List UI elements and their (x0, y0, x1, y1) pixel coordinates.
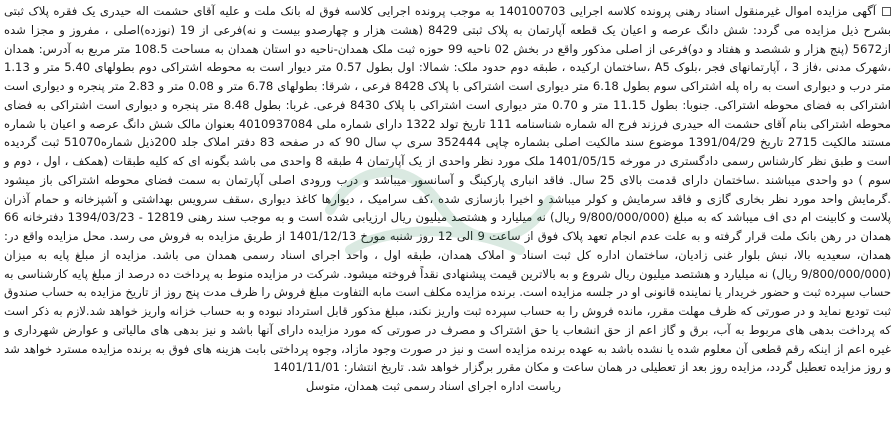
notice-body (4, 2, 891, 377)
notice-body-text: آگهی مزایده اموال غیرمنقول اسناد رهنی پرونده کلاسه اجرایی 140100703 به موجب پرونده اجرایی کلاسه فوق له بانک ملت و علیه آقای حشمت اله حیدری یک فقره پلاک ثبتی بشرح ذیل مزایده می گردد: شش دانگ عرصه و اعیان یک قطعه آپارتمان به پلاک ثبتی 8429 (هشت هزار و چهارصدو بیست و نه)فرعی از 19 (نوزده)اصلی ، مفروز و مجزا شده از5672 (پنج هزار و ششصد و هفتاد و دو)فرعی از اصلی مذکور واقع در بخش 02 ناحیه 99 حوزه ثبت ملک همدان-ناحیه دو استان همدان به مساحت 108.5 متر مربع به آدرس: همدان ،شهرک مدنی ،فاز 3 ، آپارتمانهای فجر ،بلوک A5 ،ساختمان ارکیده ، طبقه دوم حدود ملک: شمالا: اول بطول 0.57 متر دیوار است به محوطه اشتراکی دوم بطولهای 5.40 متر و 1.13 متر درب و دیواری است به راه پله اشتراکی سوم بطول 6.18 متر دیواری است اشتراکی با پلاک 8428 فرعی ، شرقا: بطولهای 6.78 متر و 0.08 متر و 2.83 متر پنجره و دیواری است اشتراکی به فضای محوطه اشتراکی. جنوبا: بطول 11.15 متر و 0.70 متر دیواری است اشتراکی با پلاک 8430 فرعی. غربا: بطول 8.48 متر پنجره و دیواری است اشتراکی به فضای محوطه اشتراکی بنام آقای حشمت اله حیدری فرزند فرج اله شماره شناسنامه 111 تاریخ تولد 1322 دارای شماره ملی 4010937084 بعنوان مالک شش دانگ عرصه و اعیان با شماره مستند مالکیت 2715 تاریخ 1391/04/29 موضوع سند مالکیت اصلی بشماره چاپی 352444 سری پ سال 90 که در صفحه 83 دفتر املاک جلد 200ذیل شماره51070 ثبت گردیده است و طبق نظر کارشناس رسمی دادگستری در مورخه 1401/05/15 ملک مورد نظر واحدی از یک آپارتمان 4 طبقه 8 واحدی می باشد بگونه ای که کلیه طبقات (همکف ، اول ، دوم و سوم ) دو واحدی میباشند .ساختمان دارای قدمت بالای 25 سال. فاقد انباری پارکینگ و آسانسور میباشد و درب ورودی اصلی آپارتمان به سمت فضای محوطه اشتراکی باز میشود .گرمایش واحد مورد نظر بخاری گازی و فاقد سرمایش و کولر میباشد و اخیرا بازسازی شده ،کف سرامیک ، دیوارها کاغذ دیواری ،سقف سرویس بهداشتی و آشپزخانه و حمام آذران پلاست و کابینت ام دی اف میباشد که به مبلغ (9/800/000/000 ریال) نه میلیارد و هشتصد میلیون ریال ارزیابی شده است و به موجب سند رهنی 12819 - 1394/03/23 دفترخانه 66 همدان در رهن بانک ملت قرار گرفته و به علت عدم انجام تعهد پلاک فوق از ساعت 9 الی 12 روز شنبه مورخ 1401/12/13 از طریق مزایده به فروش می رسد. محل مزایده واقع در: همدان، سعیدیه بالا، نبش بلوار غنی زادیان، ساختمان اداره کل ثبت اسناد و املاک همدان، طبقه اول ، واحد اجرای اسناد رسمی همدان می باشد. مزایده از مبلغ پایه به میزان (9/800/000/000 ریال) نه میلیارد و هشتصد میلیون ریال شروع و به بالاترین قیمت پیشنهادی نقداً فروخته میشود. شرکت در مزایده منوط به پرداخت ده درصد از مبلغ پایه کارشناسی به حساب سپرده ثبت و حضور خریدار یا نماینده قانونی او در جلسه مزایده است. برنده مزایده مکلف است مابه التفاوت مبلغ فروش را ظرف مدت پنج روز از تاریخ مزایده به حساب صندوق ثبت تودیع نماید و در صورتی که ظرف مهلت مقرر، مانده فروش را به حساب سپرده ثبت واریز نکند، مبلغ مذکور قابل استرداد نبوده و به حساب خزانه واریز خواهد شد.لازم به ذکر است که پرداخت بدهی های مربوط به آب، برق و گاز اعم از حق انشعاب یا حق اشتراک و مصرف در صورتی که مورد مزایده دارای آنها باشد و نیز بدهی های مالیاتی و عوارض شهرداری و غیره اعم از اینکه رقم قطعی آن معلوم شده یا نشده باشد به عهده برنده مزایده است و نیز در صورت وجود مازاد، وجوه پرداختی بابت هزینه های فوق به برنده مزایده مسترد خواهد شد و روز مزایده تعطیل گردد، مزایده روز بعد از تعطیلی در همان ساعت و مکان مقرر برگزار خواهد شد. تاریخ انتشار: 1401/11/01 (4, 4, 892, 375)
notice-signature: رياست اداره اجراى اسناد رسمى ثبت همدان، متوسل (305, 379, 561, 393)
bullet-square-icon (882, 7, 891, 16)
